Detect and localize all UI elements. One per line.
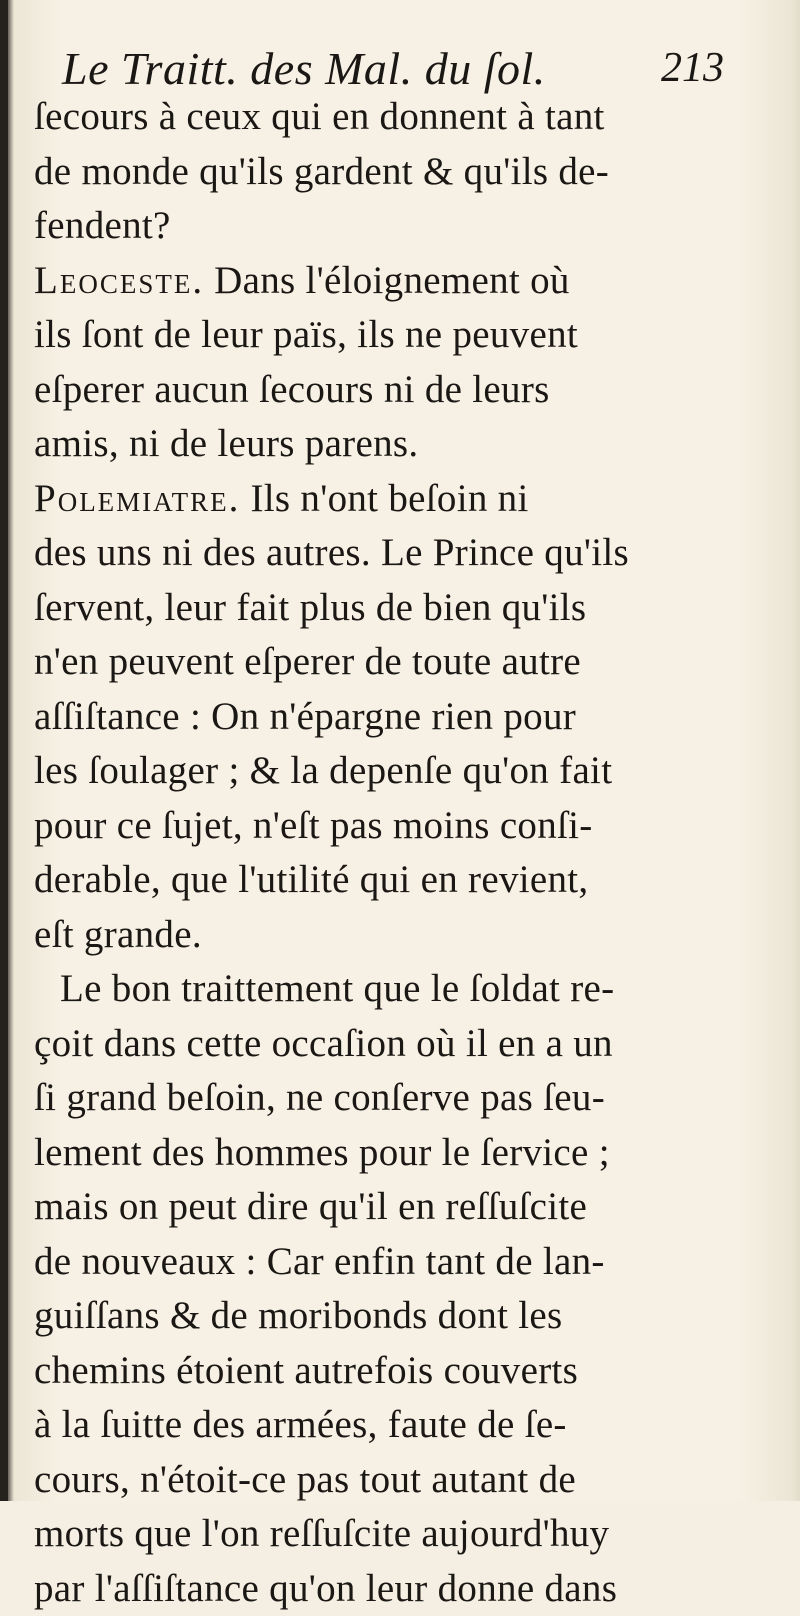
speaker-name: Polemiatre. — [34, 477, 240, 520]
text-line — [34, 1398, 774, 1453]
text-line — [34, 1017, 774, 1072]
speaker-name: Leoceste. — [34, 259, 204, 302]
text-line — [34, 744, 774, 799]
line-text: aſſiſtance : On n'épargne rien pour — [34, 695, 576, 738]
text-line — [34, 799, 774, 854]
line-text: par l'aſſiſtance qu'on leur donne dans — [34, 1567, 617, 1610]
text-line — [34, 690, 774, 745]
text-line — [34, 962, 774, 1017]
text-line — [34, 1344, 774, 1399]
line-text: morts que l'on reſſuſcite aujourd'huy — [34, 1512, 609, 1555]
line-text: derable, que l'utilité qui en revient, — [34, 858, 589, 901]
text-line — [34, 1453, 774, 1508]
line-text: à la ſuitte des armées, faute de ſe- — [34, 1403, 567, 1446]
text-line — [34, 254, 774, 309]
line-text: mais on peut dire qu'il en reſſuſcite — [34, 1185, 587, 1228]
line-text: lement des hommes pour le ſervice ; — [34, 1131, 610, 1174]
line-text: Ils n'ont beſoin ni — [240, 477, 528, 520]
text-line — [34, 526, 774, 581]
line-text: ſecours à ceux qui en donnent à tant — [34, 95, 605, 138]
line-text: de monde qu'ils gardent & qu'ils de- — [34, 150, 609, 193]
text-line — [34, 1507, 774, 1562]
line-text: eſt grande. — [34, 913, 202, 956]
line-text: çoit dans cette occaſion où il en a un — [34, 1022, 613, 1065]
body-text — [34, 90, 774, 1616]
line-text: ſi grand beſoin, ne conſerve pas ſeu- — [34, 1076, 605, 1119]
line-text: Dans l'éloignement où — [204, 259, 570, 302]
text-line — [34, 90, 774, 145]
text-line — [34, 1235, 774, 1290]
text-line — [34, 908, 774, 963]
running-title: Le Traitt. des Mal. du ſol. — [62, 42, 546, 95]
text-line — [34, 1289, 774, 1344]
text-line — [34, 199, 774, 254]
text-line — [34, 581, 774, 636]
line-text: ſervent, leur fait plus de bien qu'ils — [34, 586, 586, 629]
line-text: ils ſont de leur païs, ils ne peuvent — [34, 313, 578, 356]
text-line — [34, 1071, 774, 1126]
text-line — [34, 363, 774, 418]
text-line — [34, 635, 774, 690]
text-line — [34, 472, 774, 527]
line-text: fendent? — [34, 204, 171, 247]
text-line — [34, 308, 774, 363]
line-text: pour ce ſujet, n'eſt pas moins conſi- — [34, 804, 593, 847]
line-text: de nouveaux : Car enfin tant de lan- — [34, 1240, 605, 1283]
text-line — [34, 1180, 774, 1235]
text-line — [34, 853, 774, 908]
text-line — [34, 1126, 774, 1181]
line-text: des uns ni des autres. Le Prince qu'ils — [34, 531, 629, 574]
line-text: guiſſans & de moribonds dont les — [34, 1294, 562, 1337]
page-header — [62, 38, 762, 98]
line-text: eſperer aucun ſecours ni de leurs — [34, 368, 550, 411]
line-text: Le bon traittement que le ſoldat re- — [60, 967, 614, 1010]
line-text: cours, n'étoit-ce pas tout autant de — [34, 1458, 576, 1501]
text-line — [34, 417, 774, 472]
line-text: les ſoulager ; & la depenſe qu'on fait — [34, 749, 612, 792]
line-text: chemins étoient autrefois couverts — [34, 1349, 578, 1392]
book-gutter — [0, 0, 8, 1501]
line-text: n'en peuvent eſperer de toute autre — [34, 640, 581, 683]
line-text: amis, ni de leurs parens. — [34, 422, 418, 465]
text-line — [34, 145, 774, 200]
page-number: 213 — [661, 44, 724, 92]
text-line — [34, 1562, 774, 1616]
